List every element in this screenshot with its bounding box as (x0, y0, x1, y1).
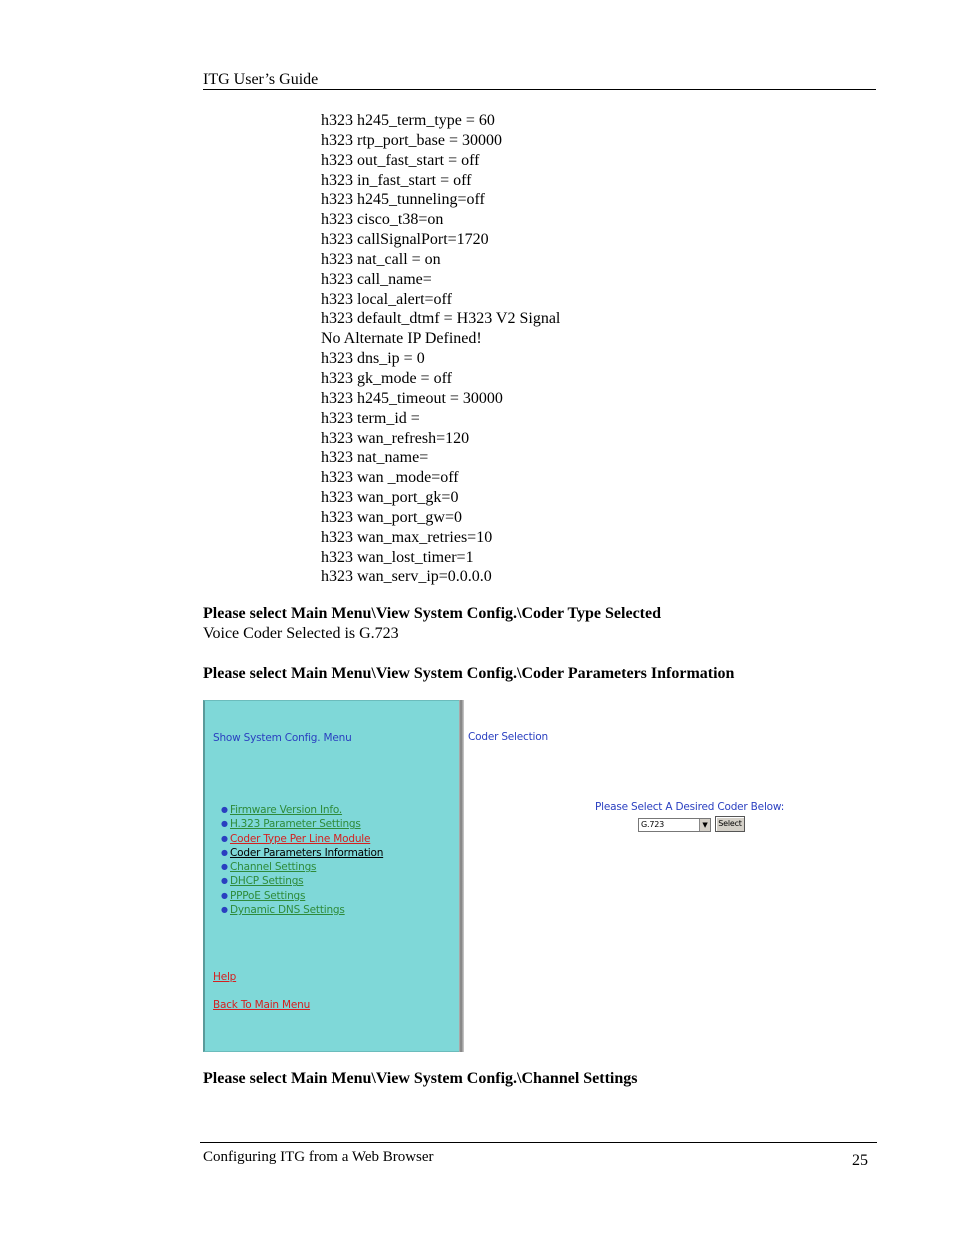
config-line: h323 h245_timeout = 30000 (321, 389, 503, 407)
bullet-icon: ● (221, 905, 228, 915)
menu-item[interactable] (221, 817, 383, 831)
config-line: h323 nat_call = on (321, 250, 441, 268)
menu-link-channel[interactable]: Channel Settings (230, 861, 317, 874)
menu-item[interactable] (221, 832, 383, 846)
config-line: h323 out_fast_start = off (321, 151, 480, 169)
config-line: h323 wan _mode=off (321, 469, 459, 487)
coder-params-heading: Please select Main Menu\View System Config.\Coder Parameters Information (203, 665, 735, 682)
config-line: h323 wan_port_gk=0 (321, 489, 459, 507)
bullet-icon: ● (221, 876, 228, 886)
menu-list (221, 803, 384, 917)
config-line: h323 wan_max_retries=10 (321, 528, 493, 546)
back-to-main-menu-link[interactable]: Back To Main Menu (213, 999, 311, 1011)
chevron-down-icon[interactable]: ▼ (699, 819, 710, 831)
header-title: ITG User’s Guide (203, 71, 319, 88)
config-line: h323 cisco_t38=on (321, 211, 444, 229)
menu-item[interactable] (221, 860, 383, 874)
bullet-icon: ● (221, 847, 228, 857)
menu-item[interactable] (221, 889, 383, 903)
frame-divider[interactable] (459, 700, 464, 1052)
menu-title: Show System Config. Menu (213, 732, 352, 744)
embedded-screenshot (203, 700, 793, 1052)
config-line: h323 nat_name= (321, 449, 429, 467)
menu-link-ddns[interactable]: Dynamic DNS Settings (230, 904, 345, 917)
config-line: h323 rtp_port_base = 30000 (321, 131, 502, 149)
footer-rule (200, 1142, 877, 1143)
bullet-icon: ● (221, 819, 228, 829)
menu-panel (203, 700, 459, 1052)
coder-selection-title: Coder Selection (468, 731, 548, 743)
menu-item[interactable] (221, 803, 383, 817)
config-list (321, 111, 560, 587)
config-line: h323 term_id = (321, 409, 420, 427)
config-line: h323 wan_serv_ip=0.0.0.0 (321, 568, 492, 586)
menu-item[interactable] (221, 903, 383, 917)
config-line: h323 wan_lost_timer=1 (321, 548, 474, 566)
coder-select[interactable] (638, 818, 711, 832)
menu-link-firmware[interactable]: Firmware Version Info. (230, 804, 343, 816)
config-line: h323 dns_ip = 0 (321, 350, 425, 368)
page-number: 25 (852, 1152, 868, 1169)
menu-item[interactable] (221, 846, 384, 860)
config-line: h323 h245_term_type = 60 (321, 112, 495, 129)
bullet-icon: ● (221, 805, 228, 814)
menu-link-h323[interactable]: H.323 Parameter Settings (230, 818, 361, 831)
menu-link-dhcp[interactable]: DHCP Settings (230, 875, 304, 888)
help-link[interactable]: Help (213, 971, 237, 983)
config-line: h323 default_dtmf = H323 V2 Signal (321, 310, 561, 328)
config-line: h323 in_fast_start = off (321, 171, 472, 189)
select-button[interactable]: Select (715, 816, 745, 832)
coder-prompt: Please Select A Desired Coder Below: (595, 801, 785, 813)
menu-link-pppoe[interactable]: PPPoE Settings (230, 889, 306, 902)
coder-type-text: Voice Coder Selected is G.723 (203, 625, 399, 642)
config-line: h323 wan_refresh=120 (321, 429, 470, 447)
footer-text: Configuring ITG from a Web Browser (203, 1149, 434, 1165)
menu-link-coder-type[interactable]: Coder Type Per Line Module (230, 832, 371, 845)
menu-link-coder-params[interactable]: Coder Parameters Information (230, 846, 384, 859)
coder-select-value: G.723 (641, 820, 665, 829)
bullet-icon: ● (221, 890, 228, 900)
config-line: No Alternate IP Defined! (321, 330, 482, 348)
config-line: h323 callSignalPort=1720 (321, 231, 489, 249)
config-line: h323 wan_port_gw=0 (321, 508, 463, 526)
config-line: h323 call_name= (321, 270, 432, 288)
config-line: h323 local_alert=off (321, 290, 452, 308)
header-rule (203, 89, 876, 90)
menu-item[interactable] (221, 874, 383, 888)
coder-type-heading: Please select Main Menu\View System Config.\Coder Type Selected (203, 605, 661, 622)
bullet-icon: ● (221, 833, 228, 843)
channel-heading: Please select Main Menu\View System Config.\Channel Settings (203, 1070, 638, 1087)
bullet-icon: ● (221, 862, 228, 872)
config-line: h323 h245_tunneling=off (321, 191, 485, 209)
config-line: h323 gk_mode = off (321, 369, 452, 387)
